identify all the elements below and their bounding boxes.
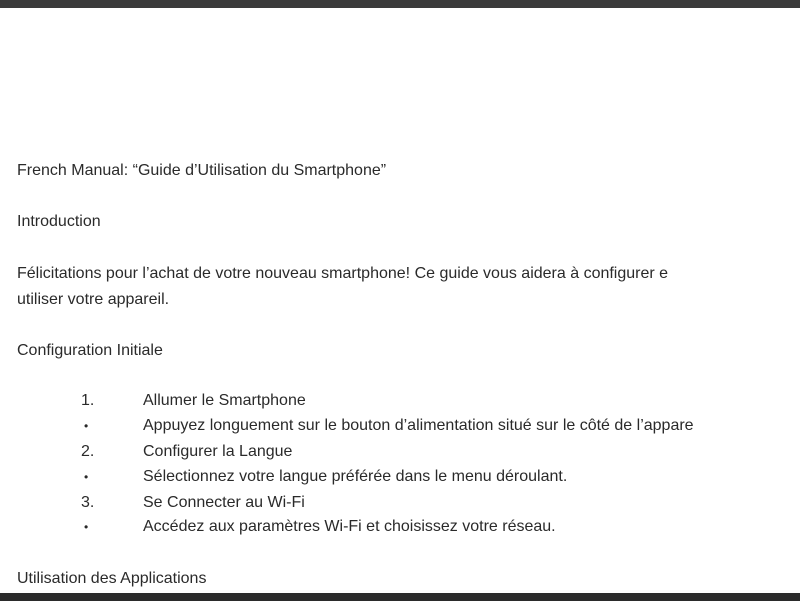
document-page: [0, 8, 800, 593]
list-marker: •: [84, 470, 89, 484]
window-top-edge: [0, 0, 800, 8]
window-bottom-edge: [0, 593, 800, 601]
list-item: Configurer la Langue: [143, 443, 293, 460]
list-marker: •: [84, 520, 89, 534]
intro-paragraph-line-2: utiliser votre appareil.: [17, 291, 170, 308]
intro-heading: Introduction: [17, 213, 101, 230]
list-marker: •: [84, 419, 89, 433]
list-marker: 2.: [81, 443, 95, 460]
list-marker: 1.: [81, 392, 95, 409]
list-item: Allumer le Smartphone: [143, 392, 306, 409]
list-item: Accédez aux paramètres Wi-Fi et choisissez votre réseau.: [143, 518, 556, 535]
apps-heading: Utilisation des Applications: [17, 570, 207, 587]
intro-paragraph-line-1: Félicitations pour l’achat de votre nouveau smartphone! Ce guide vous aidera à configurer e: [17, 265, 669, 282]
config-heading: Configuration Initiale: [17, 342, 163, 359]
list-marker: 3.: [81, 494, 95, 511]
list-item: Appuyez longuement sur le bouton d’alimentation situé sur le côté de l’appare: [143, 417, 694, 434]
list-item: Sélectionnez votre langue préférée dans le menu déroulant.: [143, 468, 568, 485]
list-item: Se Connecter au Wi-Fi: [143, 494, 305, 511]
document-title: French Manual: “Guide d’Utilisation du Smartphone”: [17, 162, 387, 179]
